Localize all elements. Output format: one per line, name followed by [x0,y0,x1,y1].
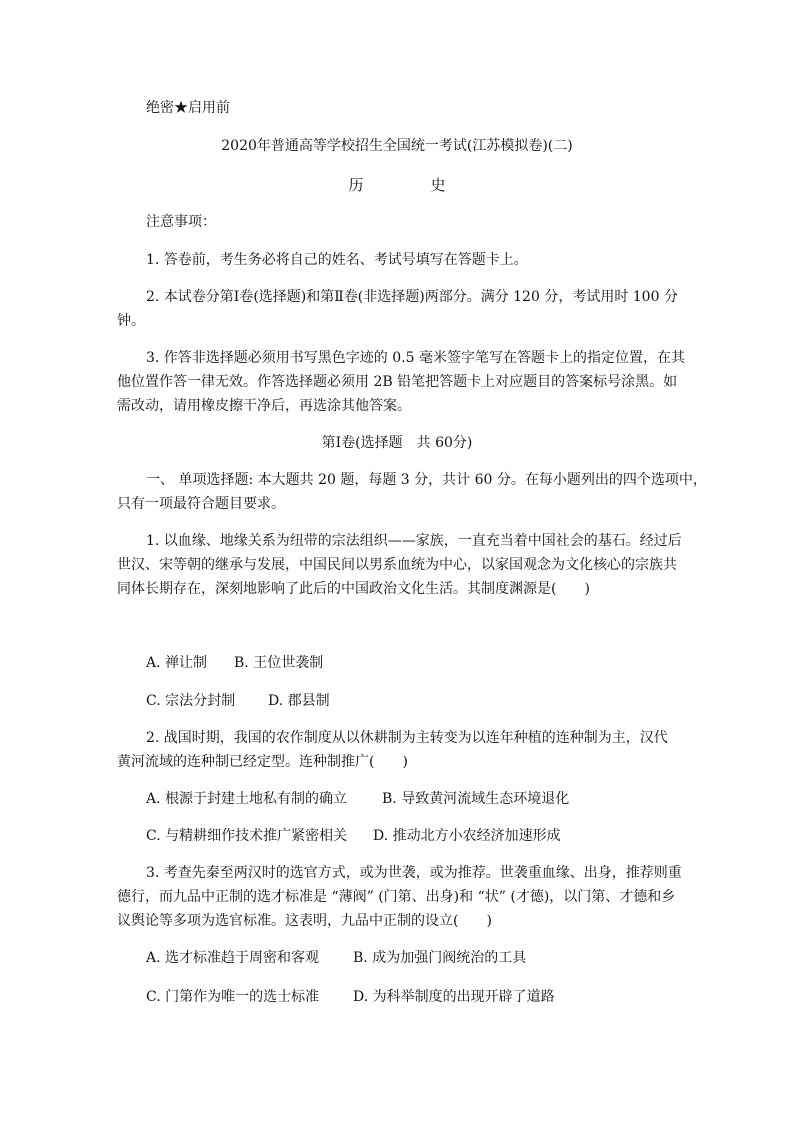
question-3-option-d: D. 为科举制度的出现开辟了道路 [353,989,555,1005]
question-1-option-b: B. 王位世袭制 [234,655,324,671]
question-3-line-1: 3. 考查先秦至两汉时的选官方式，或为世袭，或为推荐。世袭重血缘、出身，推荐则重 [146,865,682,881]
notice-item-3-line-2: 他位置作答一律无效。作答选择题必须用 2B 铅笔把答题卡上对应题目的答案标号涂黑。如 [117,374,678,390]
question-1-option-a: A. 禅让制 [146,655,208,671]
question-2-line-2: 黄河流域的连种制已经定型。连种制推广( ) [117,754,408,770]
notice-item-3-line-3: 需改动，请用橡皮擦干净后，再选涂其他答案。 [117,398,411,414]
question-2-option-b: B. 导致黄河流域生态环境退化 [382,791,570,807]
question-2-option-d: D. 推动北方小农经济加速形成 [373,828,561,844]
part1-title: 第Ⅰ卷(选择题 共 60分) [321,435,473,451]
question-1-line-2: 世汉、宋等朝的继承与发展，中国民间以男系血统为中心，以家国观念为文化核心的宗族共 [117,557,677,573]
subject-title: 历 史 [348,176,472,194]
exam-title: 2020年普通高等学校招生全国统一考试(江苏模拟卷)(二) [221,138,573,154]
question-3-option-b: B. 成为加强门阀统治的工具 [353,950,527,966]
part1-intro-line-1: 一、 单项选择题: 本大题共 20 题，每题 3 分，共计 60 分。在每小题列出的四个选项中， [146,472,707,488]
question-3-line-3: 议舆论等多项为选官标准。这表明，九品中正制的设立( ) [117,913,492,929]
question-2-line-1: 2. 战国时期，我国的农作制度从以休耕制为主转变为以连年种植的连种制为主，汉代 [146,730,668,746]
notice-item-2-line-1: 2. 本试卷分第Ⅰ卷(选择题)和第Ⅱ卷(非选择题)两部分。满分 120 分，考试用时 100 分 [146,289,678,305]
notice-item-1: 1. 答卷前，考生务必将自己的姓名、考试号填写在答题卡上。 [146,252,528,268]
notice-item-2-line-2: 钟。 [117,313,145,329]
question-1-line-3: 同体长期存在，深刻地影响了此后的中国政治文化生活。其制度渊源是( ) [117,581,590,597]
question-3-line-2: 德行，而九品中正制的选才标准是 “薄阀” (门第、出身)和 “状” (才德)，以门第、才德和乡 [117,889,676,905]
part1-intro-line-2: 只有一项最符合题目要求。 [117,496,285,512]
notice-item-3-line-1: 3. 作答非选择题必须用书写黑色字迹的 0.5 毫米签字笔写在答题卡上的指定位置，在其 [146,350,685,366]
question-1-line-1: 1. 以血缘、地缘关系为纽带的宗法组织——家族，一直充当着中国社会的基石。经过后 [146,533,682,549]
question-1-option-c: C. 宗法分封制 [146,693,236,709]
question-3-option-c: C. 门第作为唯一的选士标准 [146,989,320,1005]
confidential-label: 绝密★启用前 [146,100,230,116]
question-2-option-c: C. 与精耕细作技术推广紧密相关 [146,828,348,844]
question-3-option-a: A. 选才标准趋于周密和客观 [146,950,320,966]
question-1-option-d: D. 郡县制 [268,693,330,709]
notice-heading: 注意事项： [146,214,216,230]
question-2-option-a: A. 根源于封建土地私有制的确立 [146,791,348,807]
